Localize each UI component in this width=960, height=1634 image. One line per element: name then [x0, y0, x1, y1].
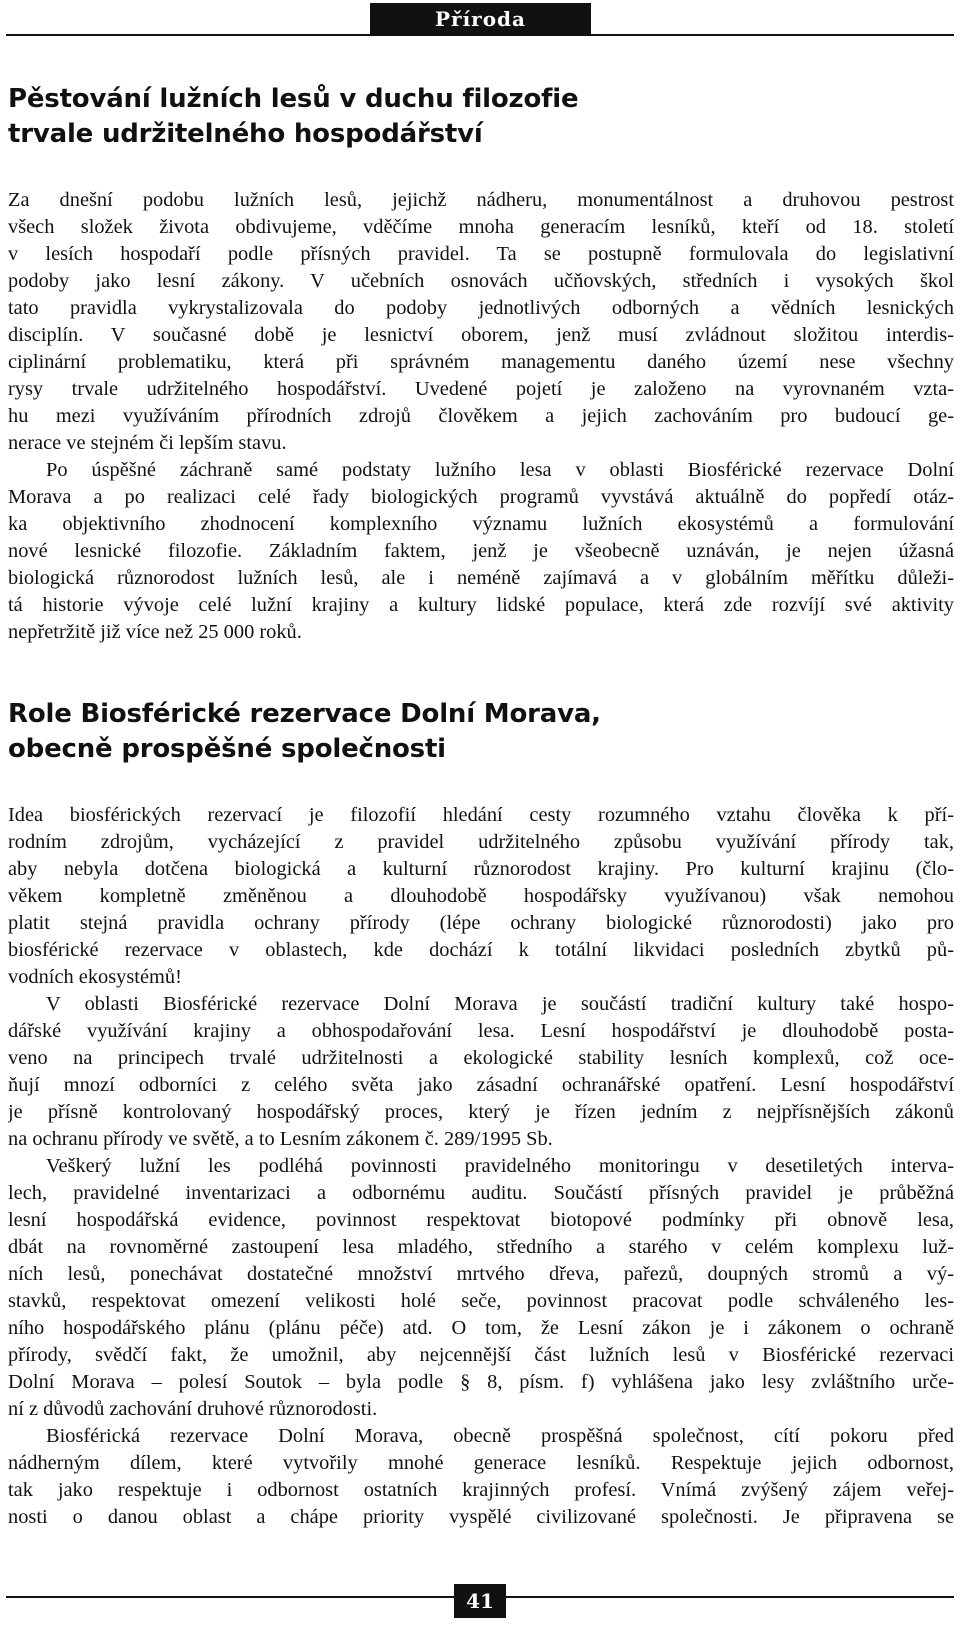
- paragraph-2: [8, 457, 954, 646]
- text-line: ňují mnozí odborníci z celého světa jako zásadní ochranářské opatření. Lesní hospodářství: [8, 1074, 954, 1096]
- text-line: Biosférická rezervace Dolní Morava, obecně prospěšná společnost, cítí pokoru před: [46, 1425, 954, 1447]
- text-line: dbát na rovnoměrné zastoupení lesa mladého, středního a starého v celém komplexu luž-: [8, 1236, 954, 1258]
- text-line: v lesích hospodaří podle přísných pravidel. Ta se postupně formulovala do legislativní: [8, 243, 954, 265]
- paragraph-1: [8, 187, 954, 457]
- text-line: vodních ekosystémů!: [8, 966, 182, 988]
- text-line: věkem kompletně změněnou a dlouhodobě hospodářsky využívanou) však nemohou: [8, 885, 954, 907]
- text-line: veno na principech trvalé udržitelnosti a ekologické stability lesních komplexů, což oce-: [8, 1047, 954, 1069]
- text-line: všech složek života obdivujeme, vděčíme mnoha generacím lesníků, kteří od 18. století: [8, 216, 954, 238]
- heading-line: trvale udržitelného hospodářství: [8, 119, 483, 149]
- text-line: je přísně kontrolovaný hospodářský proces, který je řízen jedním z nejpřísnějších zákonů: [8, 1101, 954, 1123]
- text-line: rodním zdrojům, vycházející z pravidel udržitelného způsobu využívání přírody tak,: [8, 831, 954, 853]
- text-line: ního hospodářského plánu (plánu péče) atd. O tom, že Lesní zákon je i zákonem o ochraně: [8, 1317, 954, 1339]
- text-line: V oblasti Biosférické rezervace Dolní Morava je součástí tradiční kultury také hospo-: [46, 993, 954, 1015]
- text-line: Veškerý lužní les podléhá povinnosti pravidelného monitoringu v desetiletých interva-: [46, 1155, 954, 1177]
- text-line: biologická různorodost lužních lesů, ale i neméně zajímavá a v globálním měřítku důleži-: [8, 567, 954, 589]
- heading-line: Pěstování lužních lesů v duchu filozofie: [8, 84, 579, 114]
- article-heading-1: [8, 82, 928, 152]
- text-line: ciplinární problematiku, která při správném managementu daného území nese všechny: [8, 351, 954, 373]
- text-line: ní z důvodů zachování druhové různorodosti.: [8, 1398, 378, 1420]
- text-line: Dolní Morava – polesí Soutok – byla podle § 8, písm. f) vyhlášena jako lesy zvláštního urče-: [8, 1371, 954, 1393]
- text-line: aby nebyla dotčena biologická a kulturní různorodost krajiny. Pro kulturní krajinu (člo-: [8, 858, 954, 880]
- text-line: lech, pravidelné inventarizaci a odbornému auditu. Součástí přísných pravidel je průběžná: [8, 1182, 954, 1204]
- text-line: na ochranu přírody ve světě, a to Lesním zákonem č. 289/1995 Sb.: [8, 1128, 553, 1150]
- text-line: nové lesnické filozofie. Základním faktem, jenž je všeobecně uznáván, je nejen úžasná: [8, 540, 954, 562]
- text-line: Po úspěšné záchraně samé podstaty lužního lesa v oblasti Biosférické rezervace Dolní: [46, 459, 954, 481]
- text-line: lesní hospodářská evidence, povinnost respektovat biotopové podmínky při obnově lesa,: [8, 1209, 954, 1231]
- text-line: biosférické rezervace v oblastech, kde dochází k totální likvidaci posledních zbytků pů-: [8, 939, 954, 961]
- text-line: ka objektivního zhodnocení komplexního významu lužních ekosystémů a formulování: [8, 513, 954, 535]
- text-line: tato pravidla vykrystalizovala do podoby jednotlivých odborných a vědních lesnických: [8, 297, 954, 319]
- text-line: Za dnešní podobu lužních lesů, jejichž nádheru, monumentálnost a druhovou pestrost: [8, 189, 954, 211]
- text-line: stavků, respektovat omezení velikosti holé seče, povinnost pracovat podle schváleného les-: [8, 1290, 954, 1312]
- text-line: ních lesů, ponechávat dostatečné množství mrtvého dřeva, pařezů, doupných stromů a vý-: [8, 1263, 954, 1285]
- article-heading-2: [8, 697, 928, 767]
- text-line: dářské využívání krajiny a obhospodařování lesa. Lesní hospodářství je dlouhodobě posta-: [8, 1020, 954, 1042]
- text-line: tá historie vývoje celé lužní krajiny a kultury lidské populace, která zde rozvíjí své aktivity: [8, 594, 954, 616]
- text-line: Morava a po realizaci celé řady biologických programů vyvstává aktuálně do popředí otáz-: [8, 486, 954, 508]
- text-line: nepřetržitě již více než 25 000 roků.: [8, 621, 302, 643]
- heading-line: obecně prospěšné společnosti: [8, 734, 446, 764]
- text-line: přírody, svědčí fakt, že umožnil, aby nejcennější část lužních lesů v Biosférické rezervaci: [8, 1344, 954, 1366]
- section-label: Příroda: [370, 3, 591, 36]
- text-line: nerace ve stejném či lepším stavu.: [8, 432, 287, 454]
- text-line: nosti o danou oblast a chápe priority vyspělé civilizované společnosti. Je připravena se: [8, 1506, 954, 1528]
- text-line: nádherným dílem, které vytvořily mnohé generace lesníků. Respektuje jejich odbornost,: [8, 1452, 954, 1474]
- text-line: platit stejná pravidla ochrany přírody (lépe ochrany biologické různorodosti) jako pro: [8, 912, 954, 934]
- page-number: 41: [454, 1584, 506, 1618]
- text-line: disciplín. V současné době je lesnictví oborem, jenž musí zvládnout složitou interdis-: [8, 324, 954, 346]
- paragraph-4: [8, 991, 954, 1153]
- text-line: Idea biosférických rezervací je filozofií hledání cesty rozumného vztahu člověka k pří-: [8, 804, 954, 826]
- heading-line: Role Biosférické rezervace Dolní Morava,: [8, 699, 601, 729]
- text-line: rysy trvale udržitelného hospodářství. Uvedené pojetí je založeno na vyrovnaném vzta-: [8, 378, 954, 400]
- text-line: tak jako respektuje i odbornost ostatních krajinných profesí. Vnímá zvýšený zájem veřej-: [8, 1479, 954, 1501]
- text-line: podoby jako lesní zákony. V učebních osnovách učňovských, středních i vysokých škol: [8, 270, 954, 292]
- paragraph-6: [8, 1423, 954, 1531]
- text-line: hu mezi využíváním přírodních zdrojů člověkem a jejich zachováním pro budoucí ge-: [8, 405, 954, 427]
- paragraph-5: [8, 1153, 954, 1423]
- paragraph-3: [8, 802, 954, 991]
